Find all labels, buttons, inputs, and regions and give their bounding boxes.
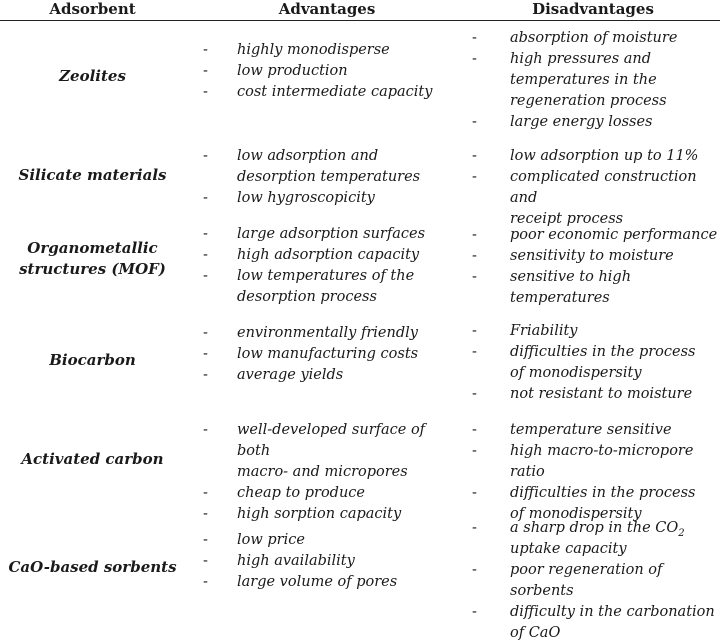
advantages-cao-based-sorbents <box>193 530 461 593</box>
advantages-mof <box>193 224 461 308</box>
header-disadvantages: Disadvantages <box>532 0 654 18</box>
advantages-zeolites <box>193 40 461 103</box>
list-item: - high sorption capacity <box>203 506 402 522</box>
disadvantages-biocarbon <box>466 321 720 405</box>
list-item: - cheap to produce <box>203 485 366 501</box>
advantages-biocarbon <box>193 323 461 386</box>
list-item: - poor regeneration of sorbents <box>472 562 663 599</box>
list-item: - not resistant to moisture <box>472 386 693 402</box>
disadvantages-silicate-materials <box>466 146 720 230</box>
adsorbent-biocarbon: Biocarbon <box>49 351 136 369</box>
adsorbent-cao-based-sorbents: CaO-based sorbents <box>8 558 177 576</box>
disadvantages-zeolites <box>466 28 720 133</box>
disadvantages-cao-based-sorbents <box>466 518 720 644</box>
list-item: - low adsorption up to 11% <box>472 148 699 164</box>
list-item: - low manufacturing costs <box>203 346 419 362</box>
list-item: - low price <box>203 532 305 548</box>
list-item: - difficulty in the carbonation of CaO <box>472 604 715 641</box>
list-item: - high availability <box>203 553 355 569</box>
list-item: - well-developed surface of both macro- and micropores <box>203 422 426 480</box>
list-item: - Friability <box>472 323 578 339</box>
list-item: - sensitive to high temperatures <box>472 269 632 306</box>
list-item: - high macro-to-micropore ratio <box>472 443 694 480</box>
list-item: - highly monodisperse <box>203 42 390 58</box>
header-advantages: Advantages <box>278 0 376 18</box>
adsorbent-mof: Organometallic structures (MOF) <box>19 239 166 278</box>
list-item: - cost intermediate capacity <box>203 84 433 100</box>
list-item: - complicated construction and receipt process <box>472 169 697 227</box>
co2-subscript: 2 <box>678 527 685 539</box>
list-item: - sensitivity to moisture <box>472 248 674 264</box>
list-item: - difficulties in the process of monodispersity <box>472 344 696 381</box>
header-rule <box>0 20 720 21</box>
disadvantages-mof <box>466 225 720 309</box>
list-item: - large adsorption surfaces <box>203 226 426 242</box>
list-item: - low adsorption and desorption temperatures <box>203 148 421 185</box>
advantages-activated-carbon <box>193 420 461 525</box>
list-item: - difficulties in the process of monodispersity <box>472 485 696 522</box>
list-item: - high adsorption capacity <box>203 247 420 263</box>
list-item: - high pressures and temperatures in the regeneration process <box>472 51 667 109</box>
adsorbent-zeolites: Zeolites <box>59 67 126 85</box>
list-item: - poor economic performance <box>472 227 718 243</box>
header-adsorbent: Adsorbent <box>49 0 136 18</box>
list-item: - environmentally friendly <box>203 325 418 341</box>
list-item: - a sharp drop in the $CO_2$ uptake capacity <box>472 520 685 557</box>
list-item: - low temperatures of the desorption process <box>203 268 415 305</box>
list-item: - absorption of moisture <box>472 30 678 46</box>
adsorbent-silicate-materials: Silicate materials <box>18 166 167 184</box>
disadvantages-activated-carbon <box>466 420 720 525</box>
list-item: - low production <box>203 63 348 79</box>
list-item: - low hygroscopicity <box>203 190 375 206</box>
adsorbent-activated-carbon: Activated carbon <box>21 450 164 468</box>
list-item: - average yields <box>203 367 344 383</box>
advantages-silicate-materials <box>193 146 461 209</box>
list-item: - temperature sensitive <box>472 422 672 438</box>
list-item: - large volume of pores <box>203 574 398 590</box>
list-item: - large energy losses <box>472 114 653 130</box>
